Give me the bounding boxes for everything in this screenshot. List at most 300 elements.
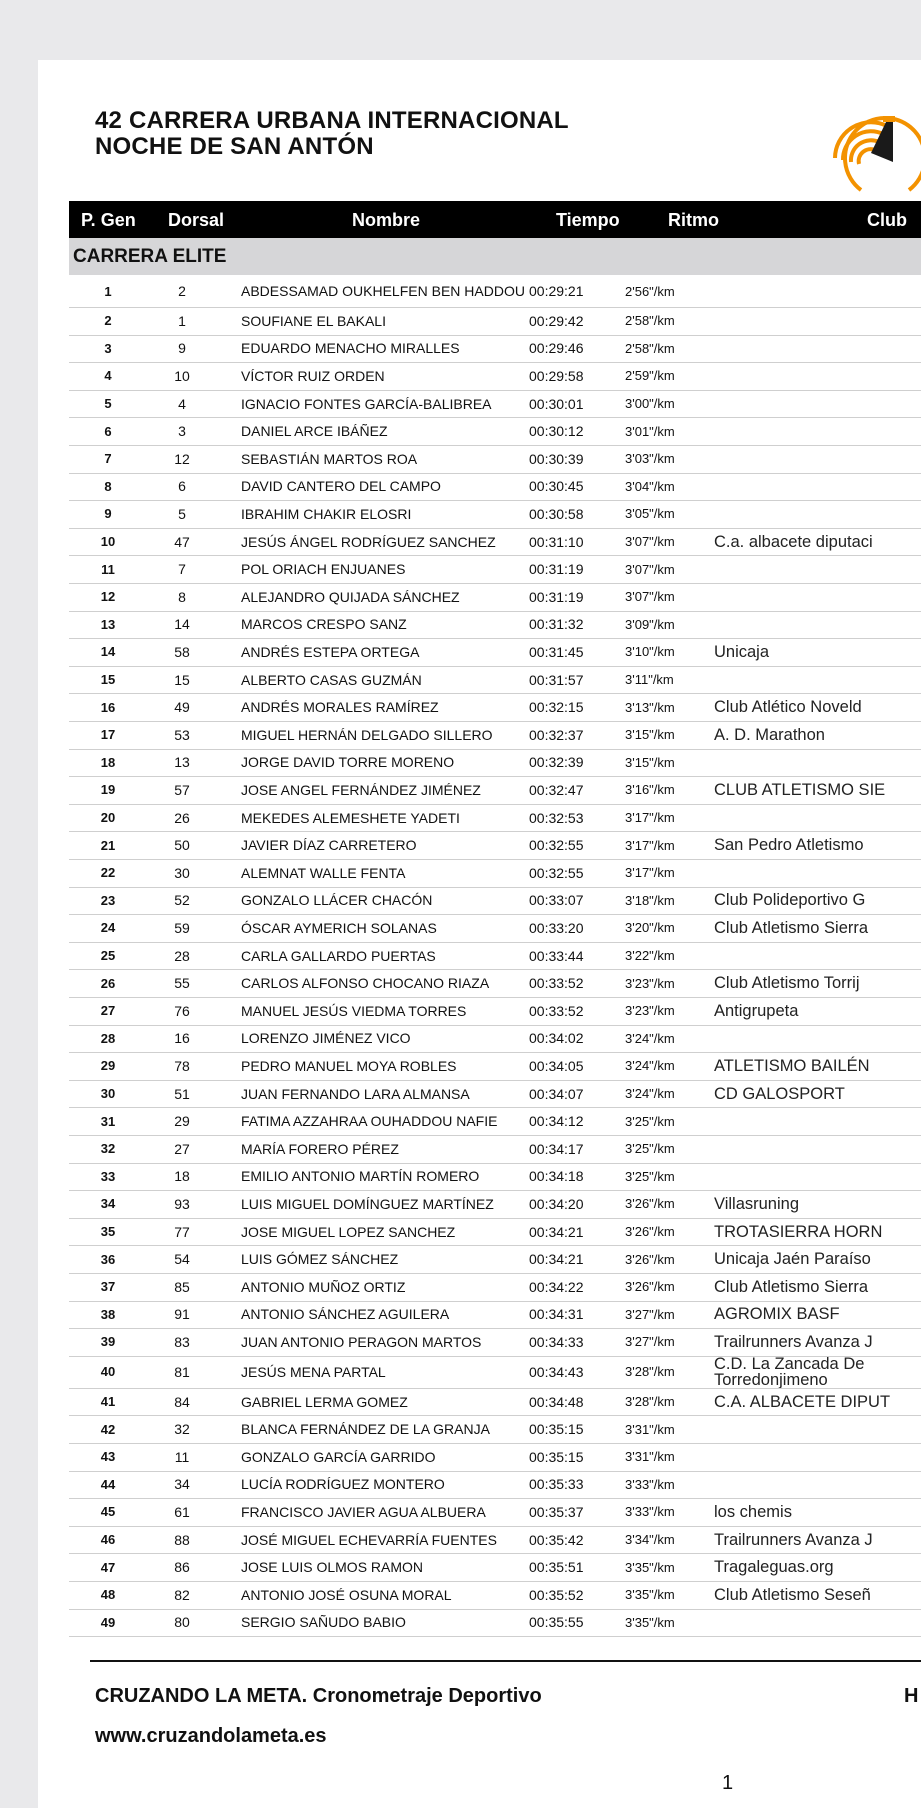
cell-name: EMILIO ANTONIO MARTÍN ROMERO — [241, 1168, 480, 1185]
cell-time: 00:32:53 — [529, 809, 584, 826]
table-row — [69, 362, 921, 391]
table-row — [69, 528, 921, 557]
cell-position: 48 — [100, 1587, 116, 1603]
cell-dorsal: 53 — [174, 726, 190, 743]
cell-time: 00:35:51 — [529, 1559, 584, 1576]
cell-name: ABDESSAMAD OUKHELFEN BEN HADDOU — [241, 283, 525, 299]
cell-dorsal: 57 — [174, 781, 190, 798]
cell-time: 00:32:55 — [529, 837, 584, 854]
cell-club: Club Polideportivo G — [714, 891, 866, 910]
cell-club: C.D. La Zancada De Torredonjimeno — [714, 1355, 865, 1388]
cell-position: 10 — [100, 534, 116, 550]
cell-dorsal: 82 — [174, 1586, 190, 1603]
cell-time: 00:34:05 — [529, 1057, 584, 1074]
cell-club: C.A. ALBACETE DIPUT — [714, 1392, 891, 1411]
cell-position: 3 — [104, 340, 112, 356]
table-row — [69, 1553, 921, 1582]
cell-name: MARÍA FORERO PÉREZ — [241, 1140, 399, 1157]
cell-name: JUAN ANTONIO PERAGON MARTOS — [241, 1333, 482, 1350]
cell-club: San Pedro Atletismo — [714, 836, 864, 855]
cell-dorsal: 11 — [174, 1448, 190, 1465]
cell-pace: 3'28"/km — [625, 1364, 675, 1380]
cell-dorsal: 55 — [174, 975, 190, 992]
cell-pace: 3'26"/km — [625, 1279, 675, 1295]
table-header — [69, 201, 921, 238]
header-name: Nombre — [352, 210, 421, 230]
table-row — [69, 1388, 921, 1417]
cell-club: A. D. Marathon — [714, 725, 825, 744]
table-row — [69, 969, 921, 998]
header-club: Club — [867, 210, 907, 230]
cell-time: 00:34:31 — [529, 1306, 584, 1323]
cell-time: 00:32:55 — [529, 864, 584, 881]
table-row — [69, 831, 921, 860]
cell-dorsal: 51 — [174, 1085, 190, 1102]
cell-club — [714, 390, 921, 418]
cell-pace: 2'58"/km — [625, 340, 675, 356]
cell-pace: 3'24"/km — [625, 1058, 675, 1074]
cell-name: JOSE LUIS OLMOS RAMON — [241, 1559, 424, 1576]
cell-position: 37 — [100, 1279, 116, 1295]
cell-dorsal: 77 — [174, 1223, 190, 1240]
cell-name: MIGUEL HERNÁN DELGADO SILLERO — [241, 726, 493, 743]
cell-position: 36 — [100, 1251, 116, 1267]
cell-time: 00:35:15 — [529, 1421, 584, 1438]
cell-pace: 3'04"/km — [625, 478, 675, 494]
cell-club — [714, 942, 921, 970]
cell-dorsal: 16 — [174, 1030, 190, 1047]
cell-name: IGNACIO FONTES GARCÍA-BALIBREA — [241, 395, 492, 412]
cell-position: 40 — [100, 1364, 116, 1380]
cell-position: 44 — [100, 1476, 116, 1492]
cell-pace: 3'17"/km — [625, 810, 675, 826]
cell-time: 00:30:39 — [529, 450, 584, 467]
cell-name: VÍCTOR RUIZ ORDEN — [241, 367, 385, 384]
page-number: 1 — [722, 1772, 734, 1794]
cell-club: Unicaja — [714, 642, 770, 661]
cell-pace: 3'05"/km — [625, 506, 675, 522]
table-row — [69, 1218, 921, 1247]
results-page — [38, 60, 921, 1808]
cell-pace: 3'16"/km — [625, 782, 675, 798]
cell-club — [714, 859, 921, 887]
cell-name: LUIS MIGUEL DOMÍNGUEZ MARTÍNEZ — [241, 1195, 494, 1212]
table-row — [69, 611, 921, 640]
cell-position: 38 — [100, 1306, 116, 1322]
cell-position: 19 — [100, 782, 116, 798]
cell-position: 43 — [100, 1449, 116, 1465]
cell-dorsal: 2 — [178, 283, 186, 299]
table-row — [69, 1356, 921, 1389]
cell-time: 00:33:44 — [529, 947, 584, 964]
cell-pace: 3'22"/km — [625, 948, 675, 964]
cell-club: Club Atletismo Torrij — [714, 974, 860, 993]
footer-website: www.cruzandolameta.es — [95, 1725, 327, 1747]
cell-pace: 3'24"/km — [625, 1086, 675, 1102]
table-row — [69, 1498, 921, 1527]
footer-right-text: H — [904, 1685, 919, 1707]
title-line-1: 42 CARRERA URBANA INTERNACIONAL — [95, 107, 569, 134]
cell-time: 00:30:45 — [529, 478, 584, 495]
cell-name: GONZALO GARCÍA GARRIDO — [241, 1448, 436, 1465]
cell-pace: 3'35"/km — [625, 1559, 675, 1575]
cell-name: SEBASTIÁN MARTOS ROA — [241, 450, 418, 467]
cell-time: 00:31:19 — [529, 588, 584, 605]
cell-time: 00:32:39 — [529, 754, 584, 771]
cell-name: JOSÉ MIGUEL ECHEVARRÍA FUENTES — [241, 1531, 497, 1548]
cell-dorsal: 6 — [178, 478, 186, 495]
section-title: CARRERA ELITE — [73, 246, 227, 267]
cell-time: 00:33:07 — [529, 892, 584, 909]
table-row — [69, 417, 921, 446]
cell-name: GABRIEL LERMA GOMEZ — [241, 1393, 408, 1410]
cell-club — [714, 666, 921, 694]
cell-time: 00:29:21 — [529, 283, 584, 299]
cell-position: 31 — [100, 1113, 116, 1129]
cell-name: JOSE ANGEL FERNÁNDEZ JIMÉNEZ — [241, 781, 481, 798]
cell-pace: 3'27"/km — [625, 1334, 675, 1350]
cell-dorsal: 50 — [174, 837, 190, 854]
cell-dorsal: 88 — [174, 1531, 190, 1548]
cell-time: 00:32:37 — [529, 726, 584, 743]
table-row — [69, 445, 921, 474]
cell-time: 00:29:58 — [529, 367, 584, 384]
cell-pace: 3'18"/km — [625, 892, 675, 908]
cell-time: 00:34:43 — [529, 1363, 584, 1380]
cell-position: 45 — [100, 1504, 116, 1520]
cell-club — [714, 555, 921, 583]
cell-pace: 3'17"/km — [625, 865, 675, 881]
table-row — [69, 1301, 921, 1330]
cell-position: 32 — [100, 1141, 116, 1157]
table-row — [69, 583, 921, 612]
cell-dorsal: 49 — [174, 699, 190, 716]
cell-club — [714, 445, 921, 473]
cell-pace: 3'20"/km — [625, 920, 675, 936]
table-row — [69, 749, 921, 778]
cell-name: ANDRÉS MORALES RAMÍREZ — [241, 699, 439, 716]
cell-name: BLANCA FERNÁNDEZ DE LA GRANJA — [241, 1421, 490, 1438]
cell-position: 30 — [100, 1086, 116, 1102]
cell-time: 00:30:58 — [529, 505, 584, 522]
cell-time: 00:33:20 — [529, 919, 584, 936]
cell-position: 15 — [100, 672, 116, 688]
cell-time: 00:35:52 — [529, 1586, 584, 1603]
cell-club: CLUB ATLETISMO SIE — [714, 780, 886, 799]
table-row — [69, 275, 921, 308]
cell-dorsal: 30 — [174, 864, 190, 881]
cell-pace: 3'35"/km — [625, 1587, 675, 1603]
cell-club — [714, 804, 921, 832]
table-row — [69, 1190, 921, 1219]
cell-dorsal: 3 — [178, 423, 186, 440]
cell-time: 00:34:20 — [529, 1195, 584, 1212]
header-dorsal: Dorsal — [168, 210, 225, 230]
cell-name: LORENZO JIMÉNEZ VICO — [241, 1030, 411, 1047]
table-row — [69, 555, 921, 584]
table-row — [69, 887, 921, 916]
footer-company: CRUZANDO LA META. Cronometraje Deportivo — [95, 1685, 542, 1707]
cell-dorsal: 34 — [174, 1476, 190, 1493]
cell-pace: 3'23"/km — [625, 975, 675, 991]
cell-dorsal: 47 — [174, 533, 190, 550]
cell-position: 29 — [100, 1058, 116, 1074]
cell-pace: 3'07"/km — [625, 589, 675, 605]
cell-name: MEKEDES ALEMESHETE YADETI — [241, 809, 460, 826]
cell-time: 00:30:12 — [529, 423, 584, 440]
cell-name: JESÚS ÁNGEL RODRÍGUEZ SANCHEZ — [241, 533, 496, 550]
cell-dorsal: 26 — [174, 809, 190, 826]
table-row — [69, 721, 921, 750]
cell-club: Club Atlético Noveld — [714, 698, 862, 717]
cell-pace: 3'03"/km — [625, 451, 675, 467]
cell-club: Club Atletismo Sierra — [714, 918, 869, 937]
cell-pace: 3'34"/km — [625, 1532, 675, 1548]
cell-position: 13 — [100, 616, 116, 632]
cell-position: 5 — [104, 396, 112, 412]
table-row — [69, 1052, 921, 1081]
cell-position: 35 — [100, 1224, 116, 1240]
cell-time: 00:34:02 — [529, 1030, 584, 1047]
table-row — [69, 638, 921, 667]
cell-name: DAVID CANTERO DEL CAMPO — [241, 478, 441, 495]
cell-position: 46 — [100, 1532, 116, 1548]
cell-dorsal: 81 — [174, 1363, 190, 1380]
cell-club — [714, 500, 921, 528]
cell-pace: 3'15"/km — [625, 727, 675, 743]
cell-club — [714, 611, 921, 639]
cell-position: 8 — [104, 478, 112, 494]
table-row — [69, 1526, 921, 1555]
cell-club — [714, 307, 921, 335]
cell-dorsal: 27 — [174, 1140, 190, 1157]
cell-club — [714, 1609, 921, 1637]
cell-time: 00:35:33 — [529, 1476, 584, 1493]
cell-time: 00:35:42 — [529, 1531, 584, 1548]
cell-club: C.a. albacete diputaci — [714, 532, 873, 551]
cell-pace: 3'07"/km — [625, 534, 675, 550]
cell-position: 20 — [100, 810, 116, 826]
cell-dorsal: 5 — [178, 505, 186, 522]
table-row — [69, 859, 921, 888]
cell-time: 00:34:18 — [529, 1168, 584, 1185]
cell-dorsal: 61 — [174, 1503, 190, 1520]
cell-name: FRANCISCO JAVIER AGUA ALBUERA — [241, 1503, 486, 1520]
cell-pace: 3'25"/km — [625, 1141, 675, 1157]
cell-pace: 3'26"/km — [625, 1196, 675, 1212]
cell-name: ÓSCAR AYMERICH SOLANAS — [241, 919, 437, 936]
cell-name: DANIEL ARCE IBÁÑEZ — [241, 423, 388, 440]
header-time: Tiempo — [556, 210, 620, 230]
cell-dorsal: 58 — [174, 643, 190, 660]
table-row — [69, 1107, 921, 1136]
cell-name: JUAN FERNANDO LARA ALMANSA — [241, 1085, 470, 1102]
table-row — [69, 804, 921, 833]
cell-name: LUCÍA RODRÍGUEZ MONTERO — [241, 1476, 445, 1493]
table-row — [69, 1415, 921, 1444]
cell-name: SOUFIANE EL BAKALI — [241, 312, 386, 329]
cell-dorsal: 59 — [174, 919, 190, 936]
cell-dorsal: 10 — [174, 367, 190, 384]
cell-club — [714, 583, 921, 611]
cell-time: 00:34:12 — [529, 1113, 584, 1130]
table-row — [69, 1080, 921, 1109]
cell-dorsal: 29 — [174, 1113, 190, 1130]
cell-club — [714, 473, 921, 501]
cell-position: 33 — [100, 1168, 116, 1184]
cell-dorsal: 9 — [178, 340, 186, 357]
cell-club — [714, 275, 921, 307]
cell-name: FATIMA AZZAHRAA OUHADDOU NAFIE — [241, 1113, 498, 1130]
cell-position: 6 — [104, 423, 112, 439]
cell-time: 00:35:37 — [529, 1503, 584, 1520]
cell-name: CARLA GALLARDO PUERTAS — [241, 947, 436, 964]
cell-club — [714, 417, 921, 445]
cell-pace: 3'10"/km — [625, 644, 675, 660]
table-row — [69, 1163, 921, 1192]
cell-name: JAVIER DÍAZ CARRETERO — [241, 837, 417, 854]
table-row — [69, 693, 921, 722]
cell-name: POL ORIACH ENJUANES — [241, 561, 406, 578]
cell-position: 2 — [104, 313, 112, 329]
cell-club — [714, 1163, 921, 1191]
table-row — [69, 1273, 921, 1302]
cell-club — [714, 1443, 921, 1471]
cell-position: 14 — [100, 644, 116, 660]
cell-dorsal: 15 — [174, 671, 190, 688]
cell-club — [714, 1135, 921, 1163]
cell-dorsal: 86 — [174, 1559, 190, 1576]
cell-club: ATLETISMO BAILÉN — [714, 1056, 870, 1075]
header-position: P. Gen — [81, 210, 136, 230]
cell-time: 00:34:07 — [529, 1085, 584, 1102]
table-row — [69, 1025, 921, 1054]
cell-club: Trailrunners Avanza J — [714, 1530, 873, 1549]
cell-position: 24 — [100, 920, 116, 936]
table-row — [69, 1471, 921, 1500]
cell-position: 21 — [100, 837, 116, 853]
cell-position: 26 — [100, 975, 116, 991]
cell-time: 00:31:19 — [529, 561, 584, 578]
cell-time: 00:34:33 — [529, 1333, 584, 1350]
section-header — [69, 238, 921, 275]
cell-name: ANTONIO SÁNCHEZ AGUILERA — [241, 1306, 450, 1323]
cell-pace: 3'31"/km — [625, 1449, 675, 1465]
cell-position: 11 — [101, 561, 115, 577]
cell-club: Unicaja Jaén Paraíso — [714, 1250, 871, 1269]
cell-pace: 2'56"/km — [625, 283, 675, 299]
table-row — [69, 390, 921, 419]
cell-club — [714, 749, 921, 777]
cell-pace: 3'23"/km — [625, 1003, 675, 1019]
cell-name: ANTONIO MUÑOZ ORTIZ — [241, 1278, 406, 1295]
cell-dorsal: 8 — [178, 588, 186, 605]
cell-pace: 3'11"/km — [625, 672, 674, 688]
cell-name: PEDRO MANUEL MOYA ROBLES — [241, 1057, 457, 1074]
cell-dorsal: 52 — [174, 892, 190, 909]
cell-dorsal: 54 — [174, 1251, 190, 1268]
cell-pace: 2'58"/km — [625, 313, 675, 329]
header-pace: Ritmo — [668, 210, 719, 230]
cell-time: 00:35:15 — [529, 1448, 584, 1465]
table-row — [69, 1245, 921, 1274]
table-row — [69, 942, 921, 971]
table-row — [69, 1443, 921, 1472]
table-row — [69, 473, 921, 502]
cell-dorsal: 85 — [174, 1278, 190, 1295]
cell-time: 00:33:52 — [529, 975, 584, 992]
cell-dorsal: 18 — [174, 1168, 190, 1185]
cell-club: CD GALOSPORT — [714, 1084, 845, 1103]
cell-position: 17 — [100, 727, 116, 743]
cell-position: 41 — [100, 1394, 116, 1410]
cell-dorsal: 7 — [178, 561, 186, 578]
cell-club — [714, 1415, 921, 1443]
cell-club: Tragaleguas.org — [714, 1558, 834, 1577]
table-row — [69, 997, 921, 1026]
cell-name: LUIS GÓMEZ SÁNCHEZ — [241, 1251, 399, 1268]
cell-club: Trailrunners Avanza J — [714, 1332, 873, 1351]
cell-pace: 3'01"/km — [625, 423, 675, 439]
cell-club: AGROMIX BASF — [714, 1305, 840, 1324]
cell-pace: 3'07"/km — [625, 561, 675, 577]
cell-club: TROTASIERRA HORN — [714, 1222, 883, 1241]
cell-name: ALEMNAT WALLE FENTA — [241, 864, 406, 881]
cell-dorsal: 28 — [174, 947, 190, 964]
cell-position: 22 — [100, 865, 116, 881]
cell-club: Club Atletismo Seseñ — [714, 1585, 871, 1604]
cell-time: 00:32:47 — [529, 781, 584, 798]
cell-club — [714, 1471, 921, 1499]
cell-name: EDUARDO MENACHO MIRALLES — [241, 340, 460, 357]
cell-name: MANUEL JESÚS VIEDMA TORRES — [241, 1002, 467, 1019]
cell-dorsal: 32 — [174, 1421, 190, 1438]
cell-position: 4 — [104, 368, 112, 384]
cell-dorsal: 83 — [174, 1333, 190, 1350]
cell-time: 00:30:01 — [529, 395, 584, 412]
cell-name: SERGIO SAÑUDO BABIO — [241, 1614, 406, 1631]
cell-dorsal: 13 — [174, 754, 190, 771]
cell-name: JESÚS MENA PARTAL — [241, 1363, 386, 1380]
cell-time: 00:31:10 — [529, 533, 584, 550]
cell-position: 7 — [104, 451, 112, 467]
cell-position: 47 — [100, 1559, 116, 1575]
cell-position: 42 — [100, 1421, 116, 1437]
cell-time: 00:34:48 — [529, 1393, 584, 1410]
cell-name: CARLOS ALFONSO CHOCANO RIAZA — [241, 975, 490, 992]
title-line-2: NOCHE DE SAN ANTÓN — [95, 133, 374, 160]
table-row — [69, 1609, 921, 1638]
cell-position: 12 — [100, 589, 116, 605]
cell-time: 00:35:55 — [529, 1614, 584, 1631]
cell-pace: 3'00"/km — [625, 396, 675, 412]
cell-name: IBRAHIM CHAKIR ELOSRI — [241, 505, 412, 522]
cell-pace: 3'25"/km — [625, 1168, 675, 1184]
cell-dorsal: 14 — [174, 616, 190, 633]
cell-pace: 3'13"/km — [625, 699, 675, 715]
table-row — [69, 776, 921, 805]
cell-pace: 3'35"/km — [625, 1614, 675, 1630]
cell-position: 16 — [100, 699, 116, 715]
cell-time: 00:34:17 — [529, 1140, 584, 1157]
cell-pace: 3'31"/km — [625, 1421, 675, 1437]
cell-time: 00:34:21 — [529, 1223, 584, 1240]
cell-club: Villasruning — [714, 1194, 799, 1213]
cell-pace: 3'17"/km — [625, 837, 675, 853]
cell-name: ANTONIO JOSÉ OSUNA MORAL — [241, 1586, 452, 1603]
cell-time: 00:33:52 — [529, 1002, 584, 1019]
table-row — [69, 914, 921, 943]
